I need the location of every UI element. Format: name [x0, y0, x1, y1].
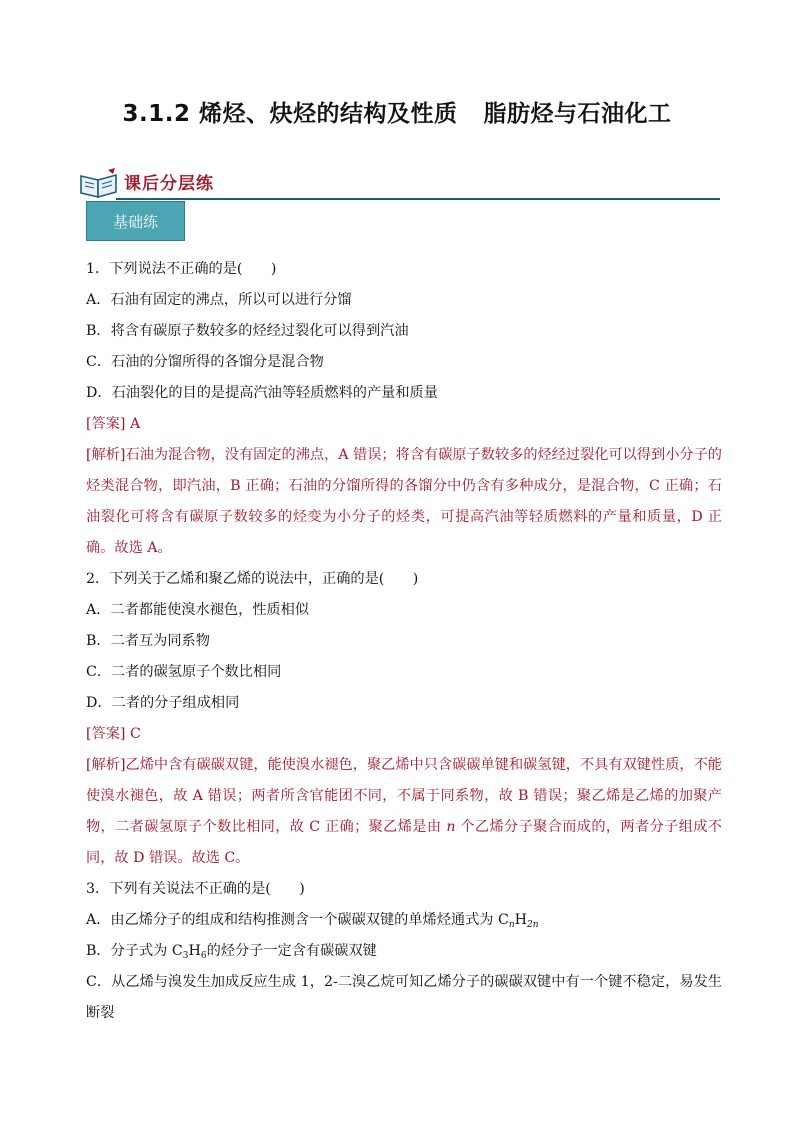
q1-stem: 1．下列说法不正确的是( ) [86, 261, 277, 277]
q2-option-a: A．二者都能使溴水褪色，性质相似 [86, 602, 310, 618]
q3-option-a-sub-2: 2n [527, 920, 539, 930]
q1-option-b: B．将含有碳原子数较多的烃经过裂化可以得到汽油 [86, 323, 409, 339]
section-divider [116, 198, 720, 200]
q2-stem: 2．下列关于乙烯和聚乙烯的说法中，正确的是( ) [86, 571, 419, 587]
q2-analysis-part-1: [解析]乙烯中含有碳碳双键，能使溴水褪色，聚乙烯中只含碳碳单键和碳氢键，不具有双键性质，不能使溴水褪色，故 A 错误；两者所含官能团不同，不属于同系物，故 B 错误；聚乙烯是乙烯的加聚产物，二者碳氢原子个数比相同，故 C 正确；聚乙烯是由 [86, 757, 722, 835]
question-content [86, 254, 722, 1029]
q1-option-a: A．石油有固定的沸点，所以可以进行分馏 [86, 292, 352, 308]
q2-option-b: B．二者互为同系物 [86, 633, 210, 649]
q3-option-c: C．从乙烯与溴发生加成反应生成 1，2-二溴乙烷可知乙烯分子的碳碳双键中有一个键不稳定，易发生断裂 [86, 974, 722, 1021]
title-part-1: 3.1.2 烯烃、炔烃的结构及性质 [122, 101, 458, 127]
q3-option-a-text: A．由乙烯分子的组成和结构推测含一个碳碳双键的单烯烃通式为 C [86, 912, 509, 928]
q3-stem: 3．下列有关说法不正确的是( ) [86, 881, 305, 897]
q2-option-d: D．二者的分子组成相同 [86, 695, 240, 711]
section-label: 课后分层练 [124, 174, 214, 194]
level-badge-label: 基础练 [112, 212, 158, 231]
q3-option-b-sub-2: 6 [200, 951, 207, 961]
level-badge [86, 201, 185, 241]
title-part-2: 脂肪烃与石油化工 [483, 101, 672, 127]
q3-option-a-mid: H [514, 912, 528, 928]
q2-answer: [答案] C [86, 726, 141, 742]
q3-option-b-mid: H [188, 943, 201, 959]
q2-analysis [86, 750, 722, 874]
q1-option-c: C．石油的分馏所得的各馏分是混合物 [86, 354, 324, 370]
q2-option-c: C．二者的碳氢原子个数比相同 [86, 664, 282, 680]
page-title [0, 95, 794, 128]
q3-option-a [86, 905, 722, 936]
q3-option-b-sub-1: 3 [182, 951, 189, 961]
q1-analysis: [解析]石油为混合物，没有固定的沸点，A 错误；将含有碳原子数较多的烃经过裂化可以得到小分子的烃类混合物，即汽油，B 正确；石油的分馏所得的各馏分中仍含有多种成分，是混合物，C 正确；石油裂化可将含有碳原子数较多的烃变为小分子的烃类，可提高汽油等轻质燃料的产量和质量，D 正确。故选 A。 [86, 447, 722, 556]
q2-analysis-part-2: 个乙烯分子聚合而成的，两者分子组成不同，故 D 错误。故选 C。 [86, 819, 722, 866]
q3-option-a-sub-1: n [508, 920, 515, 930]
book-icon [78, 167, 120, 199]
q1-answer: [答案] A [86, 416, 141, 432]
q2-analysis-variable: n [446, 819, 456, 835]
q3-option-b [86, 936, 722, 967]
q3-option-b-post: 的烃分子一定含有碳碳双键 [206, 943, 377, 959]
q1-option-d: D．石油裂化的目的是提高汽油等轻质燃料的产量和质量 [86, 385, 438, 401]
section-header [78, 165, 720, 201]
q3-option-b-pre: B．分子式为 C [86, 943, 183, 959]
